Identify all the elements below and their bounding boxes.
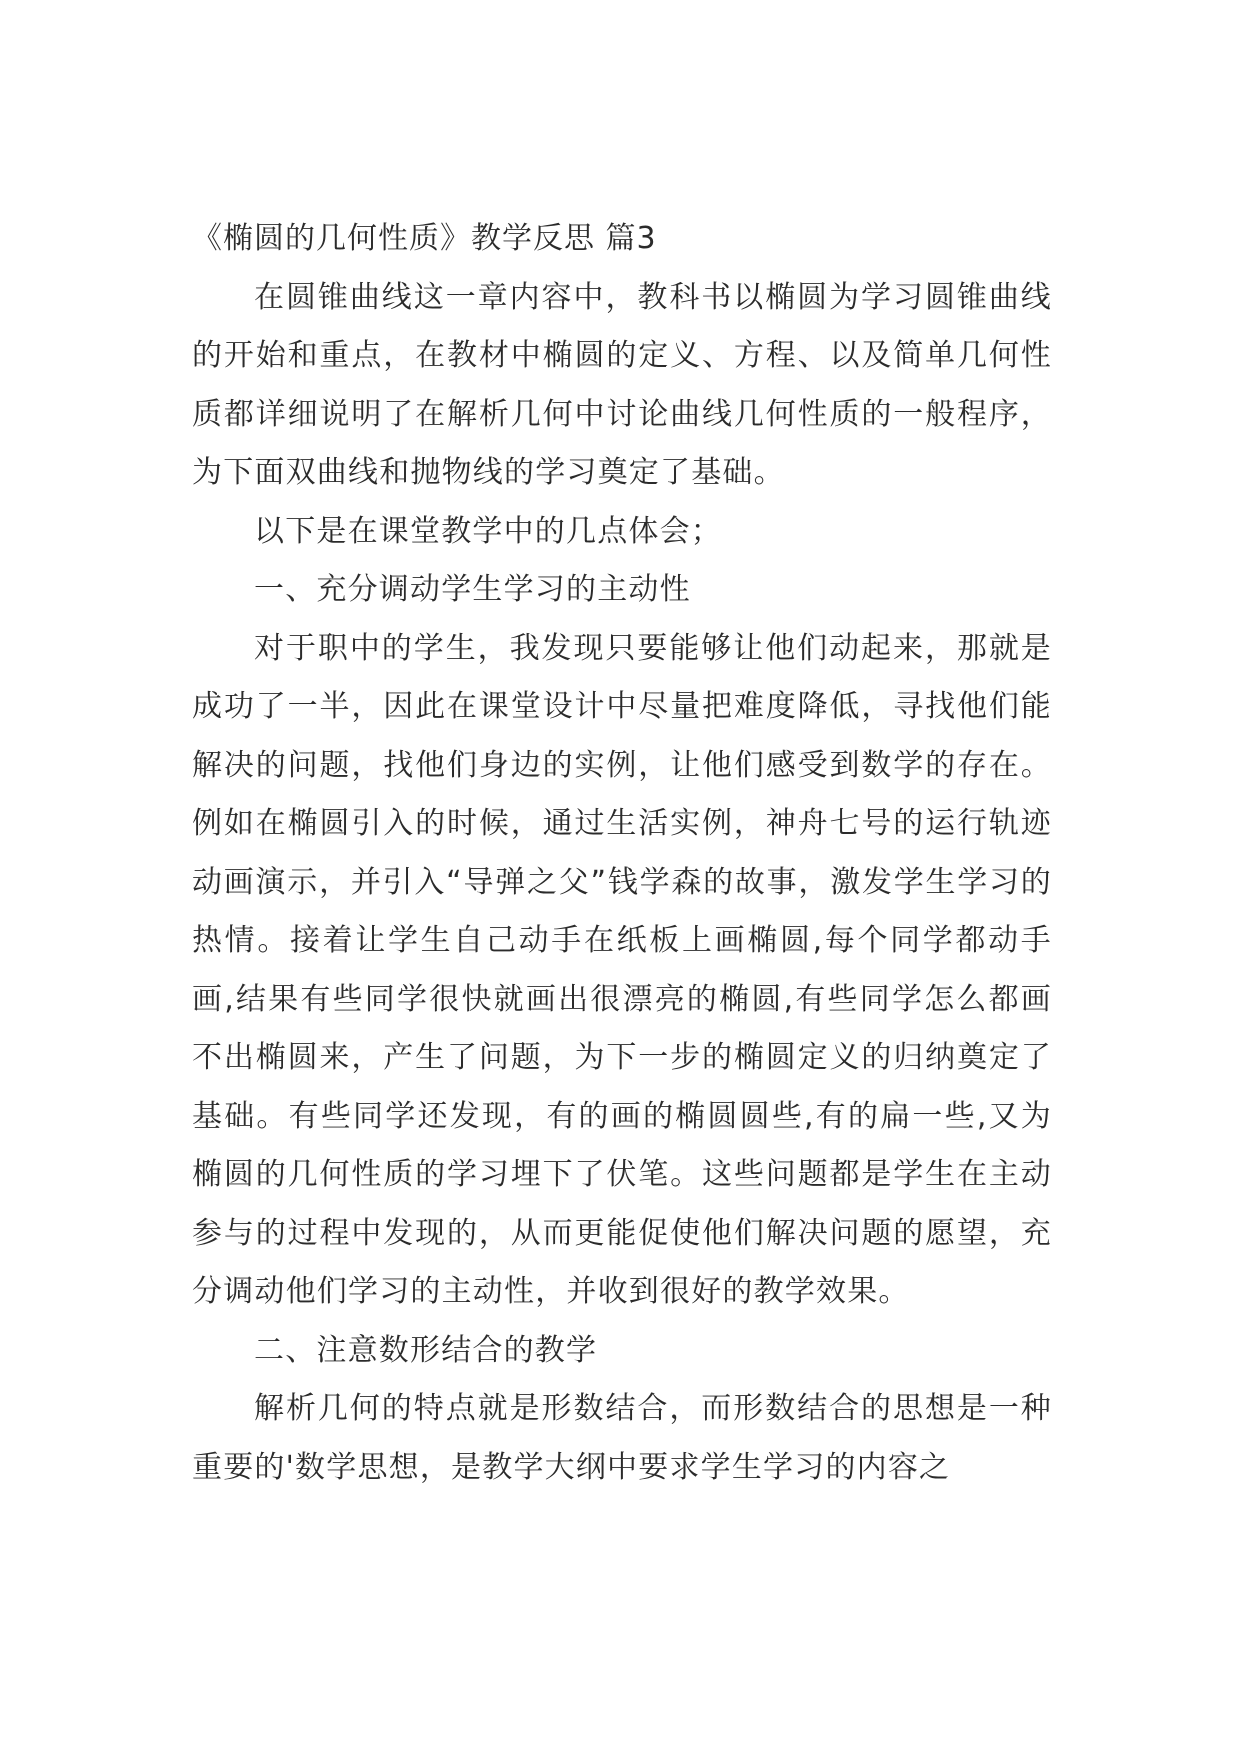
section-heading-1: 一、充分调动学生学习的主动性 [254, 572, 691, 607]
paragraph-intro: 在圆锥曲线这一章内容中，教科书以椭圆为学习圆锥曲线的开始和重点，在教材中椭圆的定义、方程、以及简单几何性质都详细说明了在解析几何中讨论曲线几何性质的一般程序，为下面双曲线和抛物线的学习奠定了基础。 [192, 279, 1052, 490]
document-body [192, 210, 1052, 1497]
paragraph-experience-lead: 以下是在课堂教学中的几点体会； [254, 513, 722, 549]
document-title: 《椭圆的几何性质》教学反思 篇3 [192, 221, 657, 256]
section-heading-2: 二、注意数形结合的教学 [254, 1332, 598, 1368]
paragraph-section-2-body: 解析几何的特点就是形数结合，而形数结合的思想是一种重要的'数学思想，是教学大纲中要求学生学习的内容之 [192, 1391, 1052, 1485]
paragraph-section-1-body: 对于职中的学生，我发现只要能够让他们动起来，那就是成功了一半，因此在课堂设计中尽量把难度降低，寻找他们能解决的问题，找他们身边的实例，让他们感受到数学的存在。例如在椭圆引入的时候，通过生活实例，神舟七号的运行轨迹动画演示，并引入“导弹之父”钱学森的故事，激发学生学习的热情。接着让学生自己动手在纸板上画椭圆,每个同学都动手画,结果有些同学很快就画出很漂亮的椭圆,有些同学怎么都画不出椭圆来，产生了问题，为下一步的椭圆定义的归纳奠定了基础。有些同学还发现，有的画的椭圆圆些,有的扁一些,又为椭圆的几何性质的学习埋下了伏笔。这些问题都是学生在主动参与的过程中发现的，从而更能促使他们解决问题的愿望，充分调动他们学习的主动性，并收到很好的教学效果。 [192, 630, 1052, 1309]
